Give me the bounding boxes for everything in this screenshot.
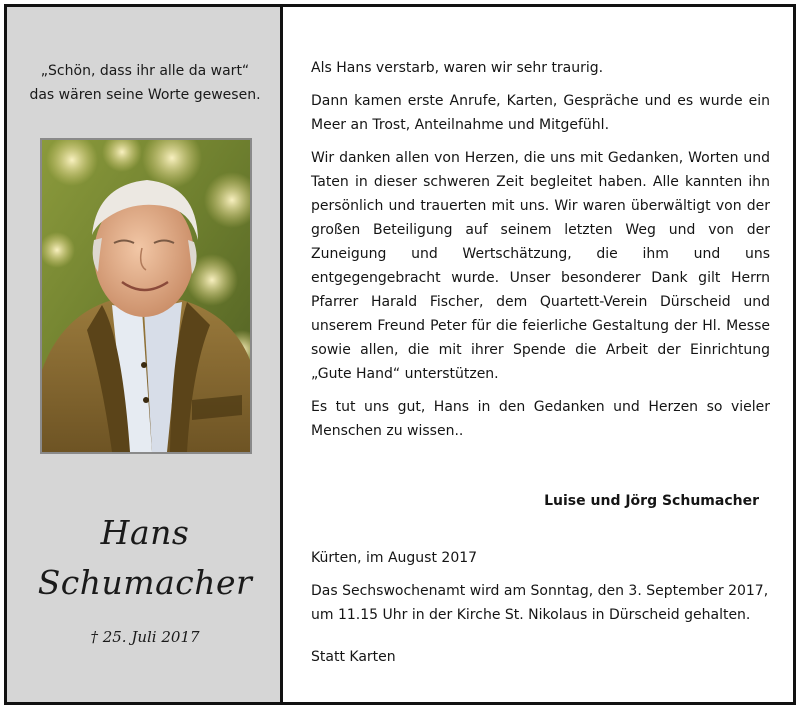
deceased-first-name: Hans bbox=[100, 513, 190, 552]
obituary-card bbox=[4, 4, 796, 705]
place-date: Kürten, im August 2017 bbox=[311, 550, 478, 566]
left-panel bbox=[7, 7, 283, 702]
death-date: † 25. Juli 2017 bbox=[90, 628, 200, 646]
footer bbox=[311, 546, 776, 669]
service-announcement: Das Sechswochenamt wird am Sonntag, den 3. September 2017, um 11.15 Uhr in der Kirche St. Nikolaus in Dürscheid gehalten. bbox=[311, 583, 769, 623]
thank-you-message bbox=[311, 56, 770, 452]
quote-line-2: das wären seine Worte gewesen. bbox=[29, 87, 261, 103]
deceased-last-name: Schumacher bbox=[37, 563, 253, 602]
message-paragraph-1: Als Hans verstarb, waren wir sehr traurig. bbox=[311, 60, 604, 76]
message-paragraph-3: Wir danken allen von Herzen, die uns mit Gedanken, Worten und Taten in dieser schweren Zeit begleitet haben. Alle kannten ihn persönlich und trauerten mit uns. Wir waren überwältigt von der großen Beteiligung auf seinem letzten Weg und von der Zuneigung und Wertschätzung, die ihm und uns entgegengebracht wurde. Unser besonderer Dank gilt Herrn Pfarrer Harald Fischer, dem Quartett-Verein Dürscheid und unserem Freund Peter für die feierliche Gestaltung der Hl. Messe sowie allen, die mit ihrer Spende die Arbeit der Einrichtung „Gute Hand“ unterstützen. bbox=[311, 150, 770, 382]
quote-line-1: „Schön, dass ihr alle da wart“ bbox=[40, 63, 250, 79]
portrait-image bbox=[42, 140, 250, 452]
footer-note: Statt Karten bbox=[311, 649, 396, 665]
portrait-photo bbox=[40, 138, 252, 454]
message-paragraph-4: Es tut uns gut, Hans in den Gedanken und Herzen so vieler Menschen zu wissen.. bbox=[311, 399, 770, 439]
memorial-quote bbox=[7, 59, 283, 107]
right-panel bbox=[286, 7, 793, 702]
signature: Luise und Jörg Schumacher bbox=[544, 493, 759, 509]
message-paragraph-2: Dann kamen erste Anrufe, Karten, Gespräche und es wurde ein Meer an Trost, Anteilnahme und Mitgefühl. bbox=[311, 93, 770, 133]
